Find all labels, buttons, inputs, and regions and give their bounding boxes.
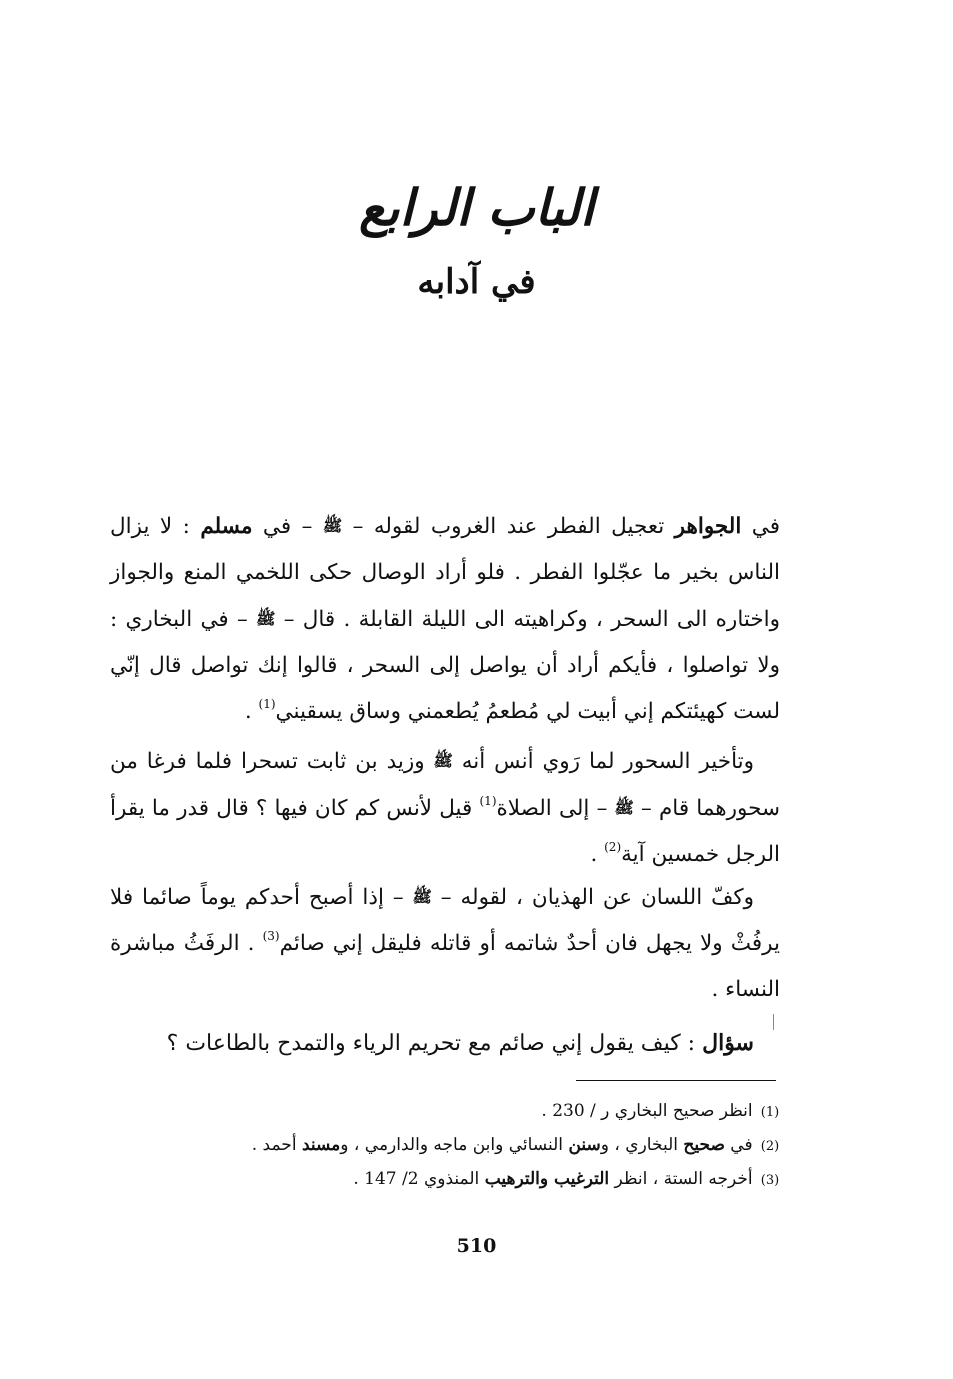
paragraph-1 (110, 503, 780, 735)
footnote-ref: (1) (479, 794, 497, 808)
footnote-bold-c: مسند (301, 1135, 341, 1155)
p1-text-c: – في (252, 514, 323, 539)
margin-mark (773, 1014, 774, 1030)
question-paragraph (110, 1020, 780, 1067)
footnote-ref: (1) (258, 697, 276, 711)
salutation-symbol: ﷺ (412, 887, 432, 906)
p1-text-b: تعجيل الفطر عند الغروب لقوله – (342, 514, 675, 539)
p2-text-b: وزيد بن ثابت تسحرا فلما فرغا من سحورهما قام – (110, 749, 780, 821)
footnote-text-a: في (724, 1135, 753, 1155)
footnote-divider (576, 1080, 776, 1081)
footnote-text-a: أخرجه الستة ، انظر (609, 1169, 753, 1189)
source-muslim: مسلم (200, 514, 253, 539)
page-number: 510 (456, 1235, 497, 1257)
footnote-1 (150, 1094, 782, 1130)
p1-text-a: في (741, 514, 780, 539)
salutation-symbol: ﷺ (433, 751, 453, 770)
p3-text-c: . الرفَثُ مباشرة النساء . (110, 931, 780, 1002)
p1-text-f: . (244, 699, 259, 724)
salutation-symbol: ﷺ (256, 609, 276, 628)
p1-text-d: : لا يزال الناس بخير ما عجّلوا الفطر . فلو أراد الوصال حكى اللخمي المنع والجواز واختاره الى السحر ، وكراهيته الى الليلة القابلة . قال – (110, 514, 780, 632)
footnote-ref: (2) (604, 840, 622, 854)
footnote-text-c: النسائي وابن ماجه والدارمي ، و (340, 1135, 569, 1155)
p2-text-d: قيل لأنس كم كان فيها ؟ قال قدر ما يقرأ الرجل خمسين آية (110, 796, 780, 867)
salutation-symbol: ﷺ (614, 798, 634, 817)
footnote-ref: (3) (262, 929, 280, 943)
footnote-number: (1) (760, 1105, 780, 1120)
footnote-text-d: أحمد . (251, 1135, 302, 1155)
p3-text-a: وكفّ اللسان عن الهذيان ، لقوله – (431, 885, 754, 910)
footnote-bold-a: صحيح (683, 1135, 725, 1155)
footnote-bold-b: سنن (568, 1135, 601, 1155)
p1-text-e: – في البخاري : ولا تواصلوا ، فأيكم أراد أن يواصل إلى السحر ، قالوا إنك تواصل قال إنّي لست كهيئتكم إني أبيت لي مُطعمُ يُطعمني وساق يسقيني (110, 607, 780, 724)
footnote-3 (150, 1162, 782, 1198)
p3-text-b: – إذا أصبح أحدكم يوماً صائما فلا يرفُثْ ولا يجهل فان أحدٌ شاتمه أو قاتله فليقل إني صائم (110, 885, 780, 956)
footnote-number: (3) (760, 1173, 780, 1188)
paragraph-2 (110, 738, 780, 878)
paragraph-3 (110, 874, 780, 1013)
p2-text-e: . (590, 842, 605, 867)
chapter-subtitle: في آدابه (417, 262, 536, 302)
source-jawahir: الجواهر (674, 514, 742, 539)
question-text: : كيف يقول إني صائم مع تحريم الرياء والتمدح بالطاعات ؟ (166, 1031, 703, 1056)
question-label: سؤال (702, 1030, 754, 1056)
p2-text-a: وتأخير السحور لما رَوي أنس أنه (452, 749, 754, 774)
p2-text-c: – إلى الصلاة (496, 796, 615, 821)
footnote-text-b: المنذوي 2/ 147 . (353, 1169, 485, 1189)
footnote-number: (2) (760, 1139, 780, 1154)
chapter-title: الباب الرابع (358, 178, 595, 237)
footnote-text: انظر صحيح البخاري ر / 230 . (541, 1101, 753, 1121)
salutation-symbol: ﷺ (322, 516, 343, 535)
footnote-bold-a: الترغيب والترهيب (484, 1169, 610, 1189)
footnote-2 (150, 1128, 782, 1164)
footnote-text-b: البخاري ، و (600, 1135, 684, 1155)
